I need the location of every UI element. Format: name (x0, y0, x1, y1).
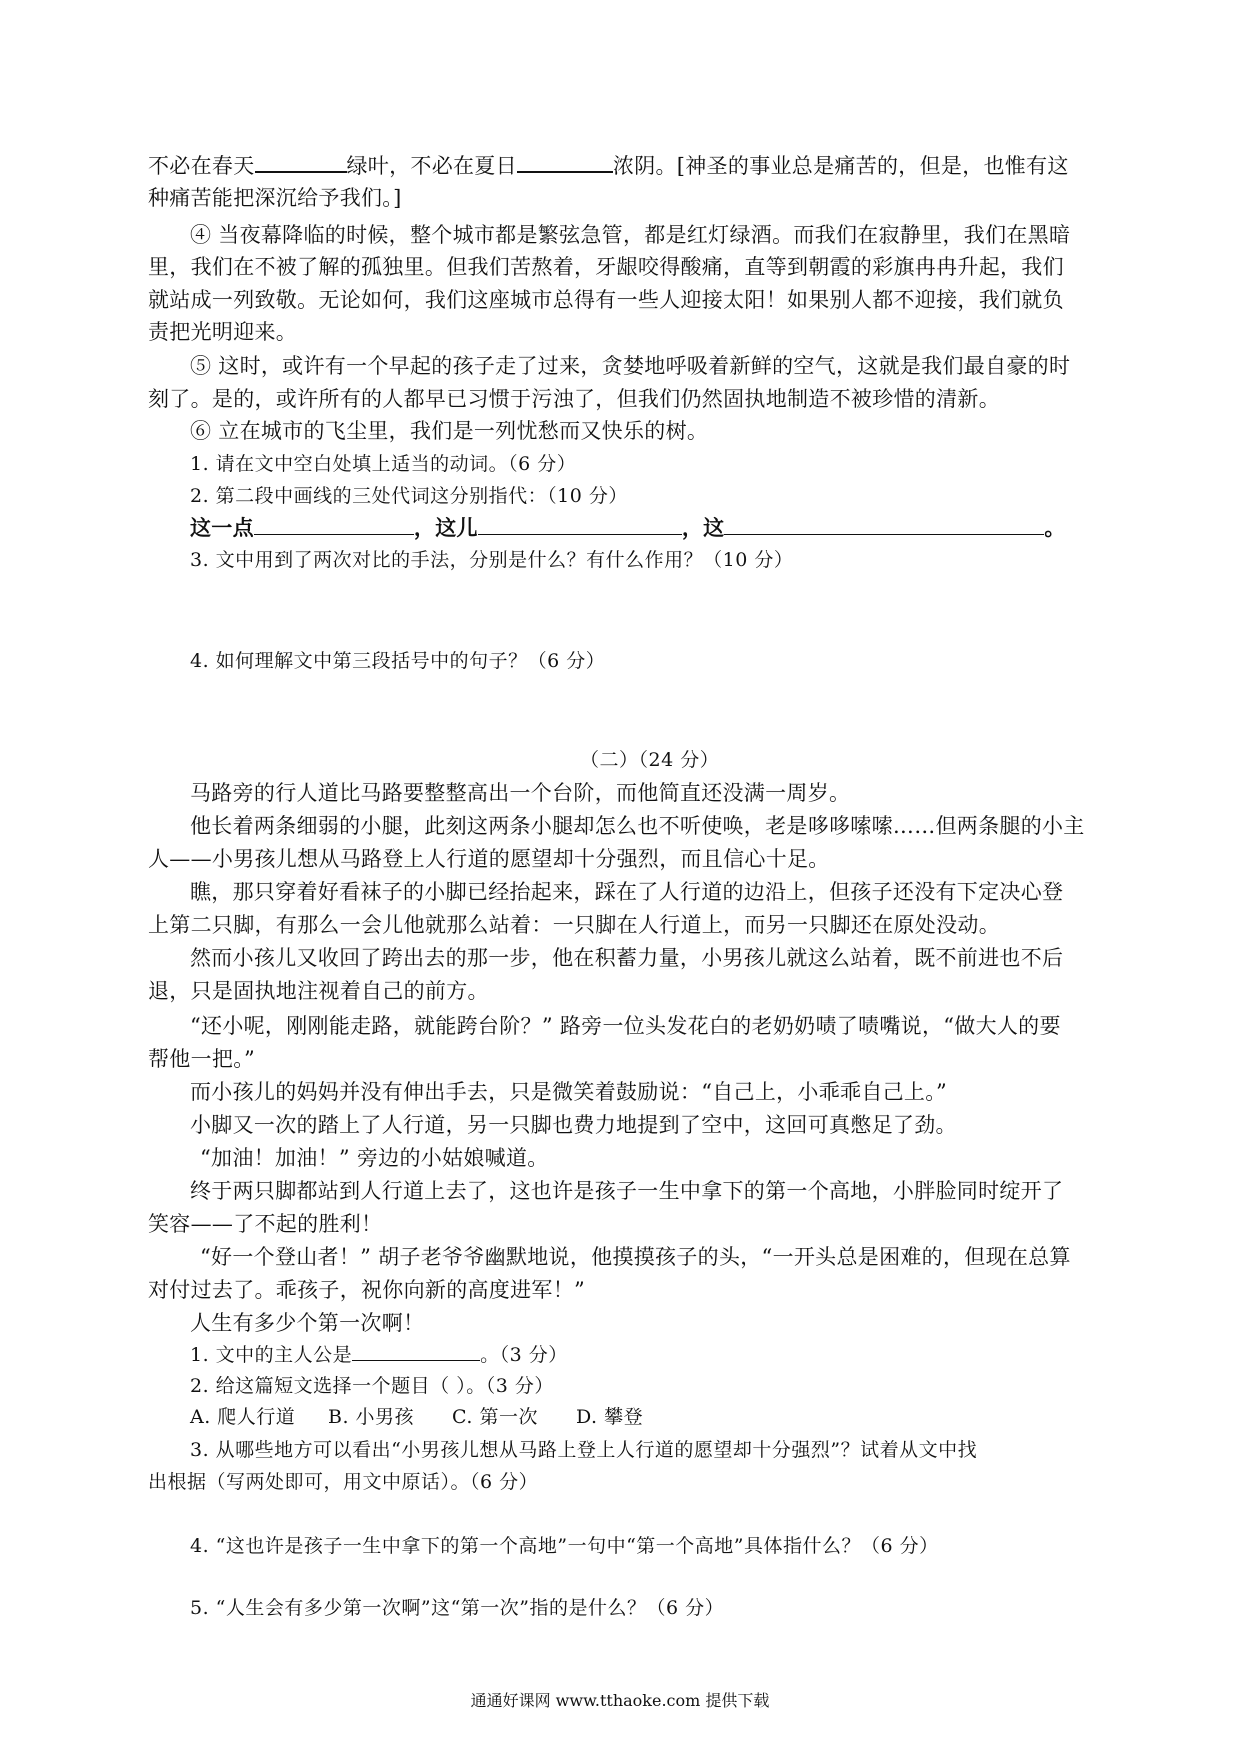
story-line: 瞧，那只穿着好看袜子的小脚已经抬起来，踩在了人行道的边沿上，但孩子还没有下定决心登 (190, 880, 1064, 904)
option-d: D. 攀登 (576, 1406, 644, 1428)
story-line: 笑容——了不起的胜利！ (148, 1212, 383, 1236)
story-line: 马路旁的行人道比马路要整整高出一个台阶，而他简直还没满一周岁。 (190, 781, 851, 805)
story-line: 然而小孩儿又收回了跨出去的那一步，他在积蓄力量，小男孩儿就这么站着，既不前进也不后 (190, 946, 1064, 970)
fill-blank (517, 170, 613, 173)
paragraph-3-line-1 (148, 150, 1069, 180)
story-line: 终于两只脚都站到人行道上去了，这也许是孩子一生中拿下的第一个高地，小胖脸同时绽开了 (190, 1179, 1064, 1203)
story-line: “加油！加油！” 旁边的小姑娘喊道。 (200, 1146, 549, 1170)
story-line: 人——小男孩儿想从马路登上人行道的愿望却十分强烈，而且信心十足。 (148, 847, 830, 871)
story-line: 对付过去了。乖孩子，祝你向新的高度进军！” (148, 1278, 586, 1302)
story-line: 而小孩儿的妈妈并没有伸出手去，只是微笑着鼓励说：“自己上，小乖乖自己上。” (190, 1080, 948, 1104)
fill-blank (255, 170, 347, 173)
paragraph-4-line: 责把光明迎来。 (148, 320, 298, 344)
option-c: C. 第一次 (452, 1406, 538, 1428)
s2-question-3-line: 3. 从哪些地方可以看出“小男孩儿想从马路上登上人行道的愿望却十分强烈”？试着从文中找 (190, 1439, 978, 1461)
paragraph-4-line: ④ 当夜幕降临的时候，整个城市都是繁弦急管，都是红灯绿酒。而我们在寂静里，我们在黑暗 (190, 223, 1071, 247)
text-segment: 浓阴。[神圣的事业总是痛苦的，但是，也惟有这 (612, 154, 1069, 178)
s2-question-1 (190, 1340, 568, 1367)
paragraph-5-line: 刻了。是的，或许所有的人都早已习惯于污浊了，但我们仍然固执地制造不被珍惜的清新。 (148, 387, 1000, 411)
fill-label: ，这 (681, 515, 725, 540)
question-text: 1. 文中的主人公是 (190, 1344, 353, 1366)
question-2-fill-line (190, 512, 1066, 542)
section-2-heading: （二）（24 分） (580, 749, 720, 771)
story-line: 帮他一把。” (148, 1047, 256, 1071)
paragraph-6: ⑥ 立在城市的飞尘里，我们是一列忧愁而又快乐的树。 (190, 419, 709, 443)
story-line: “好一个登山者！” 胡子老爷爷幽默地说，他摸摸孩子的头，“一开头总是困难的，但现在总算 (200, 1245, 1071, 1269)
fill-label: 这一点 (190, 515, 254, 540)
question-3: 3. 文中用到了两次对比的手法，分别是什么？有什么作用？（10 分） (190, 549, 794, 571)
fill-blank (254, 533, 414, 535)
option-b: B. 小男孩 (328, 1406, 415, 1428)
paragraph-4-line: 里，我们在不被了解的孤独里。但我们苦熬着，牙龈咬得酸痛，直等到朝霞的彩旗冉冉升起，我们 (148, 255, 1064, 279)
story-line: 小脚又一次的踏上了人行道，另一只脚也费力地提到了空中，这回可真憋足了劲。 (190, 1113, 957, 1137)
s2-question-2: 2. 给这篇短文选择一个题目（ ）。（3 分） (190, 1375, 554, 1397)
s2-question-3-line: 出根据（写两处即可，用文中原话）。（6 分） (148, 1471, 539, 1493)
text-segment: 不必在春天 (148, 154, 255, 178)
question-1: 1. 请在文中空白处填上适当的动词。（6 分） (190, 453, 577, 475)
s2-question-5: 5. “人生会有多少第一次啊”这“第一次”指的是什么？（6 分） (190, 1597, 725, 1619)
fill-blank (352, 1359, 480, 1361)
fill-blank (724, 533, 1044, 535)
story-line: 上第二只脚，有那么一会儿他就那么站着：一只脚在人行道上，而另一只脚还在原处没动。 (148, 913, 1000, 937)
question-2: 2. 第二段中画线的三处代词这分别指代：（10 分） (190, 485, 628, 507)
text-segment: 绿叶，不必在夏日 (346, 154, 517, 178)
s2-options (190, 1402, 643, 1429)
question-4: 4. 如何理解文中第三段括号中的句子？（6 分） (190, 650, 606, 672)
question-text: 。（3 分） (480, 1344, 568, 1366)
story-line: 退，只是固执地注视着自己的前方。 (148, 979, 489, 1003)
fill-label: ，这儿 (413, 515, 478, 540)
fill-label: 。 (1044, 515, 1066, 540)
story-line: 人生有多少个第一次啊！ (190, 1311, 425, 1335)
paragraph-5-line: ⑤ 这时，或许有一个早起的孩子走了过来，贪婪地呼吸着新鲜的空气，这就是我们最自豪的时 (190, 354, 1071, 378)
paragraph-3-line-2: 种痛苦能把深沉给予我们。] (148, 186, 402, 210)
s2-question-4: 4. “这也许是孩子一生中拿下的第一个高地”一句中“第一个高地”具体指什么？（6 分） (190, 1535, 939, 1557)
fill-blank (478, 533, 682, 535)
page-footer: 通通好课网 www.tthaoke.com 提供下载 (470, 1691, 770, 1710)
story-line: 他长着两条细弱的小腿，此刻这两条小腿却怎么也不听使唤，老是哆哆嗦嗦……但两条腿的小主 (190, 814, 1085, 838)
story-line: “还小呢，刚刚能走路，就能跨台阶？” 路旁一位头发花白的老奶奶啧了啧嘴说，“做大人的要 (190, 1014, 1061, 1038)
option-a: A. 爬人行道 (190, 1406, 296, 1428)
paragraph-4-line: 就站成一列致敬。无论如何，我们这座城市总得有一些人迎接太阳！如果别人都不迎接，我们就负 (148, 288, 1064, 312)
